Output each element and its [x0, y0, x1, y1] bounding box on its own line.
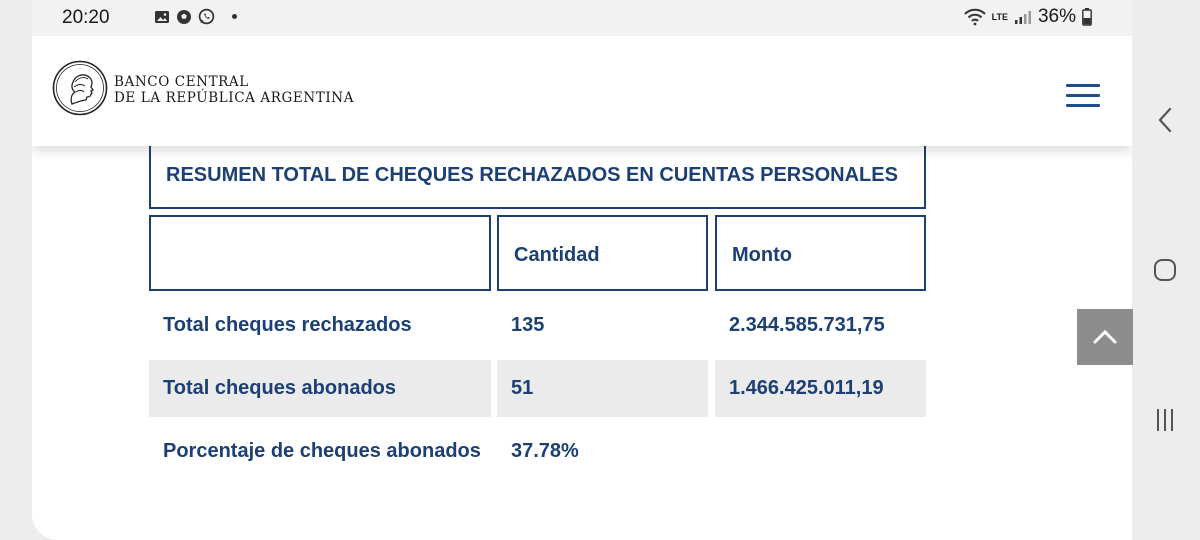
battery-icon — [1082, 8, 1092, 26]
brand-line-2: DE LA REPÚBLICA ARGENTINA — [114, 90, 355, 106]
signal-icon — [1014, 9, 1032, 25]
brand-name[interactable] — [114, 74, 354, 106]
row-cantidad: 37.78% — [511, 440, 579, 462]
notification-icons — [154, 8, 215, 25]
home-icon[interactable] — [1153, 258, 1177, 282]
header-cell-empty — [149, 215, 491, 291]
row-monto: 2.344.585.731,75 — [729, 314, 885, 336]
row-cantidad: 51 — [511, 377, 534, 399]
column-header-cantidad: Cantidad — [514, 244, 600, 266]
table-title-box — [149, 144, 926, 209]
row-label: Total cheques abonados — [163, 377, 396, 399]
brand-line-1: BANCO CENTRAL — [114, 74, 249, 90]
network-label: LTE — [991, 12, 1008, 22]
more-notifications-dot — [232, 14, 237, 19]
menu-bar — [1066, 104, 1100, 107]
bcra-emblem-logo[interactable] — [52, 60, 108, 116]
system-navigation-bar — [1133, 0, 1200, 540]
web-page — [32, 36, 1132, 540]
battery-percent: 36% — [1037, 6, 1076, 27]
row-label: Porcentaje de cheques abonados — [163, 440, 481, 462]
menu-bar — [1066, 94, 1100, 97]
row-cantidad: 135 — [511, 314, 545, 336]
system-status — [964, 6, 1092, 28]
column-header-monto: Monto — [732, 244, 792, 266]
gallery-icon — [154, 9, 170, 25]
back-chevron-icon[interactable] — [1153, 106, 1177, 134]
status-bar — [32, 0, 1132, 36]
menu-bar — [1066, 84, 1100, 87]
row-monto: 1.466.425.011,19 — [729, 377, 884, 399]
row-label: Total cheques rechazados — [163, 314, 412, 336]
table-title: RESUMEN TOTAL DE CHEQUES RECHAZADOS EN CUENTAS PERSONALES — [166, 164, 898, 186]
chevron-up-icon — [1077, 309, 1133, 365]
scroll-to-top-button[interactable] — [1077, 309, 1133, 365]
menu-icon[interactable] — [1066, 84, 1100, 110]
header-cell-cantidad — [497, 215, 708, 291]
whatsapp-icon — [198, 8, 215, 25]
soccer-icon — [176, 9, 192, 25]
recents-icon[interactable] — [1153, 407, 1177, 433]
status-time: 20:20 — [62, 7, 110, 28]
header-cell-monto — [715, 215, 926, 291]
site-header — [32, 36, 1132, 146]
wifi-icon — [964, 8, 986, 26]
